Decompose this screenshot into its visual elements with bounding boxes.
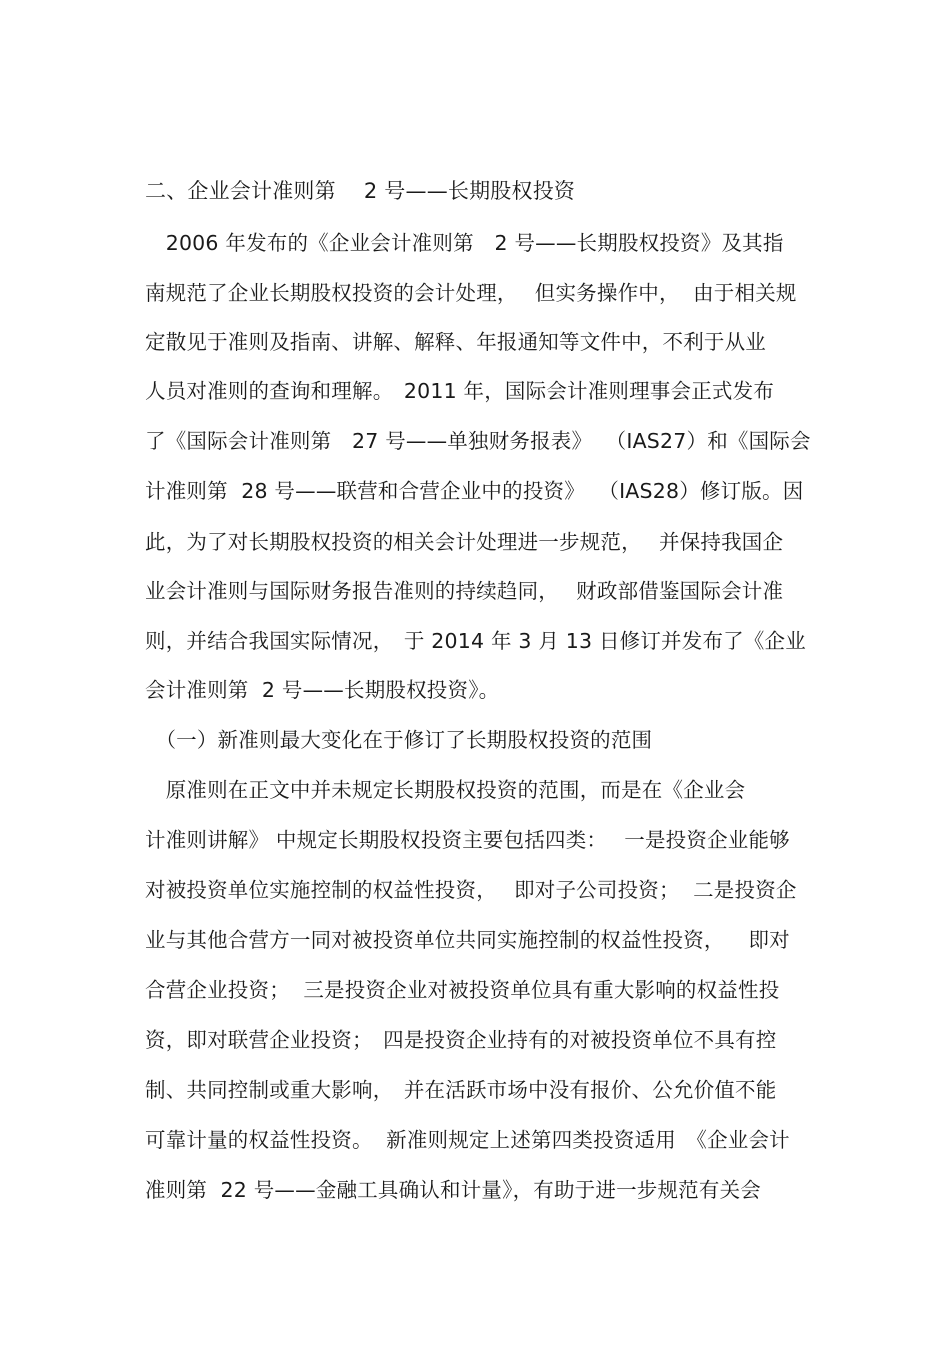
subsection-heading: （一）新准则最大变化在于修订了长期股权投资的范围 — [145, 728, 653, 752]
paragraph-line: 制、共同控制或重大影响， 并在活跃市场中没有报价、公允价值不能 — [145, 1078, 777, 1102]
paragraph-line: 可靠计量的权益性投资。 新准则规定上述第四类投资适用 《企业会计 — [145, 1128, 790, 1152]
paragraph-line: 准则第 22 号——金融工具确认和计量》，有助于进一步规范有关会 — [145, 1178, 761, 1202]
paragraph-line: 合营企业投资； 三是投资企业对被投资单位具有重大影响的权益性投 — [145, 978, 780, 1002]
paragraph-line: 计准则第 28 号——联营和合营企业中的投资》 （IAS28）修订版。因 — [145, 479, 804, 503]
paragraph-line: 原准则在正文中并未规定长期股权投资的范围，而是在《企业会 — [145, 778, 746, 802]
paragraph-line: 2006 年发布的《企业会计准则第 2 号——长期股权投资》及其指 — [145, 231, 784, 255]
paragraph-line: 了《国际会计准则第 27 号——单独财务报表》 （IAS27）和《国际会 — [145, 429, 811, 453]
paragraph-line: 会计准则第 2 号——长期股权投资》。 — [145, 678, 500, 702]
paragraph-line: 对被投资单位实施控制的权益性投资， 即对子公司投资； 二是投资企 — [145, 878, 797, 902]
paragraph-line: 计准则讲解》 中规定长期股权投资主要包括四类： 一是投资企业能够 — [145, 828, 790, 852]
paragraph-line: 此，为了对长期股权投资的相关会计处理进一步规范， 并保持我国企 — [145, 530, 784, 554]
paragraph-line: 南规范了企业长期股权投资的会计处理， 但实务操作中， 由于相关规 — [145, 281, 797, 305]
paragraph-line: 定散见于准则及指南、讲解、解释、年报通知等文件中，不利于从业 — [145, 330, 766, 354]
paragraph-line: 资，即对联营企业投资； 四是投资企业持有的对被投资单位不具有控 — [145, 1028, 777, 1052]
paragraph-line: 业与其他合营方一同对被投资单位共同实施控制的权益性投资， 即对 — [145, 928, 790, 952]
paragraph-line: 人员对准则的查询和理解。 2011 年，国际会计准则理事会正式发布 — [145, 379, 775, 403]
section-heading: 二、企业会计准则第 2 号——长期股权投资 — [145, 179, 576, 203]
paragraph-line: 则，并结合我国实际情况， 于 2014 年 3 月 13 日修订并发布了《企业 — [145, 629, 806, 653]
paragraph-line: 业会计准则与国际财务报告准则的持续趋同， 财政部借鉴国际会计准 — [145, 579, 784, 603]
